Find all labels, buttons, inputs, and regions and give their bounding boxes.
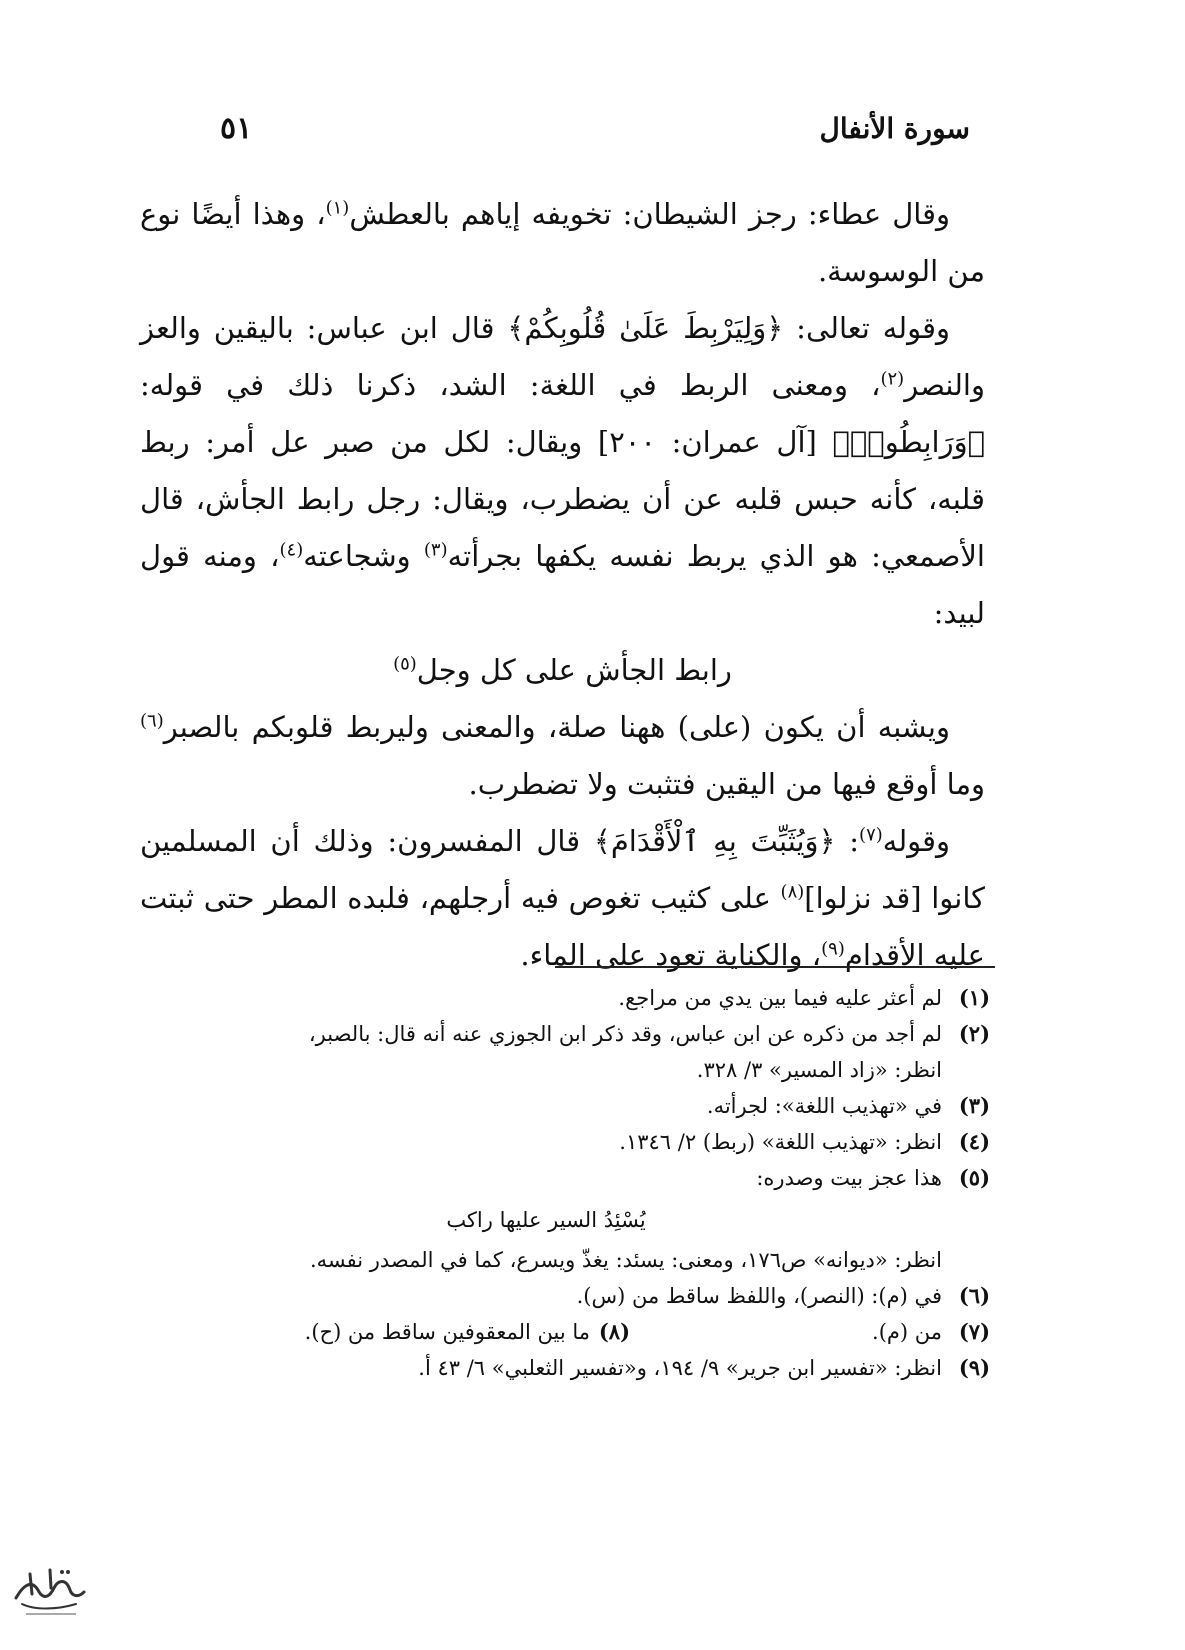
footnote-7 xyxy=(630,1314,990,1350)
footnote-5 xyxy=(150,1160,990,1196)
footnote-ref-8: (٨) xyxy=(780,881,805,903)
paragraph-2-text-d: [آل عمران: ٢٠٠] ويقال: لكل من صبر عل أمر: ربط قلبه، كأنه حبس قلبه عن أن يضطرب، ويقال: رجل رابط الجأش، قال الأصمعي: هو الذي يربط نفسه يكفها بجرأته xyxy=(140,425,985,573)
paragraph-3-text-a: ويشبه أن يكون (على) ههنا صلة، والمعنى وليربط قلوبكم بالصبر xyxy=(163,710,950,744)
footnote-7-text: من (م). xyxy=(872,1320,942,1344)
footnote-8-text: ما بين المعقوفين ساقط من (ح). xyxy=(304,1320,590,1344)
footnote-5-verse: يُسْئِدُ السير عليها راكب xyxy=(446,1208,646,1232)
calligraphy-logo-icon xyxy=(10,1560,88,1620)
footnote-6-text: في (م): (النصر)، واللفظ ساقط من (س). xyxy=(576,1284,942,1308)
footnote-8 xyxy=(150,1314,630,1350)
paragraph-2 xyxy=(140,300,985,642)
paragraph-4-text-d: على كثيب تغوص فيه أرجلهم، فلبده المطر حتى ثبتت عليه الأقدام xyxy=(140,881,985,972)
paragraph-4-text-c: قال المفسرون: وذلك أن المسلمين كانوا [قد نزلوا] xyxy=(140,824,985,915)
paragraph-1-text-b: ، وهذا أيضًا نوع من الوسوسة. xyxy=(140,197,985,288)
paragraph-3 xyxy=(140,699,985,813)
paragraph-4-text-a: وقوله xyxy=(882,824,950,858)
footnote-8-number: (٨) xyxy=(598,1319,630,1344)
footnote-2-text: لم أجد من ذكره عن ابن عباس، وقد ذكر ابن الجوزي عنه أنه قال: بالصبر، xyxy=(308,1022,942,1046)
paragraph-1 xyxy=(140,186,985,300)
footnote-divider xyxy=(555,966,995,968)
footnote-9 xyxy=(150,1350,990,1386)
paragraph-3-text-b: وما أوقع فيها من اليقين فتثبت ولا تضطرب. xyxy=(468,767,985,801)
paragraph-2-text-e: وشجاعته xyxy=(303,539,424,573)
footnote-6 xyxy=(150,1278,990,1314)
paragraph-4 xyxy=(140,813,985,984)
footnote-9-number: (٩) xyxy=(958,1355,990,1380)
footnote-4-number: (٤) xyxy=(958,1129,990,1154)
publisher-logo xyxy=(10,1560,88,1620)
footnote-4-text: انظر: «تهذيب اللغة» (ربط) ٢/ ١٣٤٦. xyxy=(619,1130,942,1154)
footnote-3-text: في «تهذيب اللغة»: لجرأته. xyxy=(706,1094,942,1118)
footnote-ref-2: (٢) xyxy=(880,368,905,390)
footnote-1-text: لم أعثر عليه فيما بين يدي من مراجع. xyxy=(618,986,942,1010)
quran-ayah-1: ﴿وَلِيَرْبِطَ عَلَىٰ قُلُوبِكُمْ﴾ xyxy=(507,311,784,345)
footnote-2-number: (٢) xyxy=(958,1021,990,1046)
footnote-ref-5: (٥) xyxy=(393,653,417,675)
footnote-3-number: (٣) xyxy=(958,1093,990,1118)
footnote-1-number: (١) xyxy=(958,985,990,1010)
footnote-3 xyxy=(150,1088,990,1124)
paragraph-4-text-b: : xyxy=(835,824,860,858)
footnote-4 xyxy=(150,1124,990,1160)
paragraph-2-text-c: ، ومعنى الربط في اللغة: الشد، ذكرنا ذلك في قوله: xyxy=(140,368,881,402)
poetry-verse-text: رابط الجأش على كل وجل xyxy=(416,653,732,687)
footnote-ref-7: (٧) xyxy=(859,824,883,846)
poetry-verse xyxy=(140,642,985,699)
page-header xyxy=(220,108,970,148)
paragraph-1-text-a: وقال عطاء: رجز الشيطان: تخويفه إياهم بالعطش xyxy=(349,197,951,231)
footnote-ref-9: (٩) xyxy=(821,938,845,960)
footnote-5-continuation: انظر: «ديوانه» ص١٧٦، ومعنى: يسئد: يغذّ ويسرع، كما في المصدر نفسه. xyxy=(309,1248,942,1272)
paragraph-2-text-b: قال ابن عباس: باليقين والعز والنصر xyxy=(140,311,985,402)
footnote-ref-3: (٣) xyxy=(423,539,448,561)
footnote-9-text: انظر: «تفسير ابن جرير» ٩/ ١٩٤، و«تفسير الثعلبي» ٦/ ٤٣ أ. xyxy=(418,1356,942,1380)
footnote-2-continuation: انظر: «زاد المسير» ٣/ ٣٢٨. xyxy=(696,1058,942,1082)
quran-ayah-2: ﴿وَرَابِطُوا۟﴾ xyxy=(832,425,986,459)
footnote-1 xyxy=(150,980,990,1016)
main-text xyxy=(140,186,985,984)
quran-ayah-3: ﴿وَيُثَبِّتَ بِهِ ٱلْأَقْدَامَ﴾ xyxy=(593,824,836,858)
footnote-ref-6: (٦) xyxy=(140,710,164,732)
footnote-2 xyxy=(150,1016,990,1052)
paragraph-2-text-a: وقوله تعالى: xyxy=(783,311,950,345)
footnote-5-text: هذا عجز بيت وصدره: xyxy=(756,1166,942,1190)
page-number: ٥١ xyxy=(220,110,253,146)
footnote-6-number: (٦) xyxy=(958,1283,990,1308)
paragraph-4-text-e: ، والكناية تعود على الماء. xyxy=(520,938,822,972)
footnote-ref-1: (١) xyxy=(325,197,350,219)
footnote-7-number: (٧) xyxy=(958,1319,990,1344)
footnotes xyxy=(150,980,990,1386)
paragraph-2-text-f: ، ومنه قول لبيد: xyxy=(140,539,985,630)
footnotes-7-8-row xyxy=(150,1314,990,1350)
surah-title: سورة الأنفال xyxy=(819,111,970,145)
footnote-5-number: (٥) xyxy=(958,1165,990,1190)
footnote-ref-4: (٤) xyxy=(279,539,304,561)
